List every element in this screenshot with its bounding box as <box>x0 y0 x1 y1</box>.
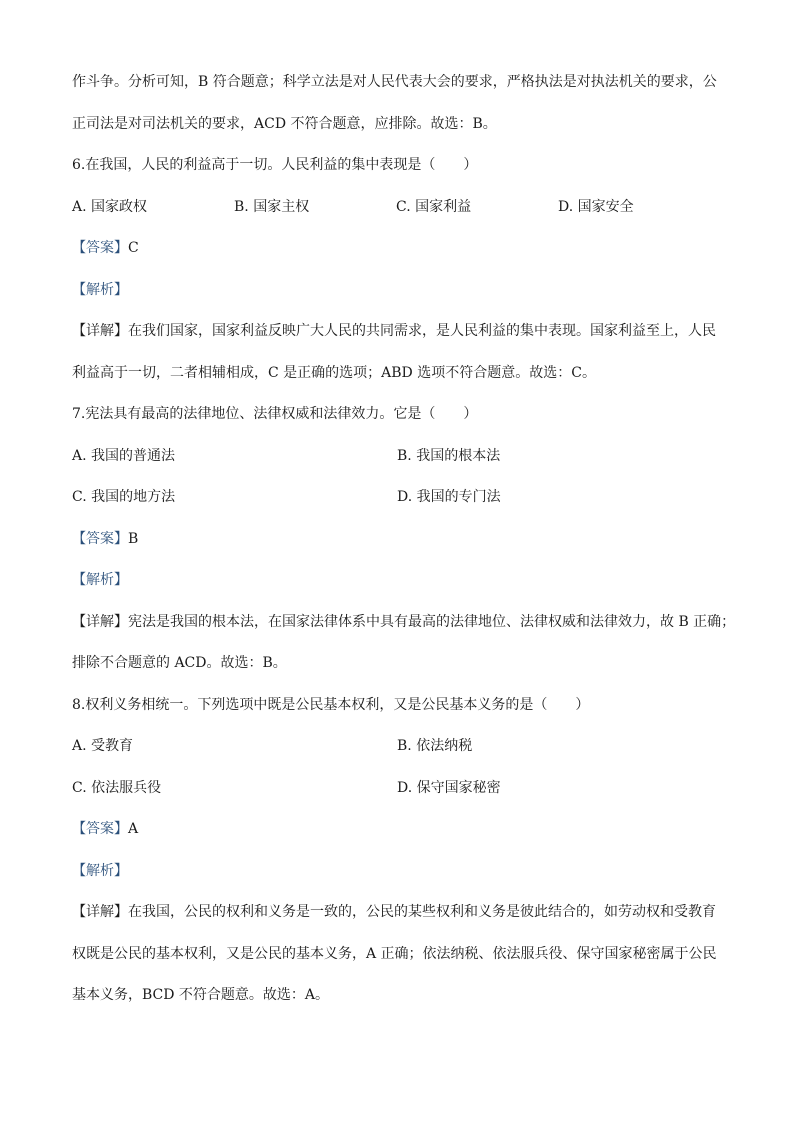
q8-options-row-1 <box>72 726 724 768</box>
q8-option-b: B. 依法纳税 <box>397 738 473 754</box>
q8-option-a: A. 受教育 <box>72 738 134 754</box>
q7-answer <box>72 519 724 561</box>
q8-option-c: C. 依法服兵役 <box>72 779 162 796</box>
q6-analysis <box>72 270 724 312</box>
q6-stem: 6.在我国，人民的利益高于一切。人民利益的集中表现是（ ） <box>72 157 478 173</box>
q8-detail-text-1: 在我国，公民的权利和义务是一致的，公民的某些权利和义务是彼此结合的，如劳动权和受教育 <box>128 904 716 920</box>
q6-answer <box>72 228 724 270</box>
q7-detail-tag: 【详解】 <box>72 613 128 630</box>
q7-detail-line-2: 排除不合题意的 ACD。故选：B。 <box>72 655 287 671</box>
q5-explanation-line-2: 正司法是对司法机关的要求，ACD 不符合题意，应排除。故选：B。 <box>72 115 497 132</box>
q6-option-b: B. 国家主权 <box>234 198 310 215</box>
q6-option-a: A. 国家政权 <box>72 198 148 215</box>
q7-analysis-tag: 【解析】 <box>72 572 128 588</box>
q8-stem: 8.权利义务相统一。下列选项中既是公民基本权利，又是公民基本义务的是（ ） <box>72 696 590 713</box>
q7-detail-text-1: 宪法是我国的根本法，在国家法律体系中具有最高的法律地位、法律权威和法律效力，故 B 正确； <box>128 613 736 630</box>
q8-answer-value: A <box>128 821 139 837</box>
q7-option-c: C. 我国的地方法 <box>72 489 176 505</box>
q7-analysis <box>72 560 724 602</box>
q8-options-row-2 <box>72 768 724 810</box>
q7-detail-line-1 <box>72 602 736 644</box>
q6-answer-value: C <box>128 240 139 256</box>
q6-detail-tag: 【详解】 <box>72 323 128 339</box>
q7-options-row-2 <box>72 477 724 519</box>
q7-option-a: A. 我国的普通法 <box>72 447 176 464</box>
q5-explanation-line-1: 作斗争。分析可知，B 符合题意；科学立法是对人民代表大会的要求，严格执法是对执法机关的要求，公 <box>72 74 717 90</box>
q8-detail-line-2: 权既是公民的基本权利，又是公民的基本义务，A 正确；依法纳税、依法服兵役、保守国家秘密属于公民 <box>72 945 717 962</box>
q7-options-row-1 <box>72 436 724 478</box>
q8-detail-tag: 【详解】 <box>72 904 128 920</box>
q8-detail-line-3: 基本义务，BCD 不符合题意。故选：A。 <box>72 987 330 1003</box>
q8-option-d: D. 保守国家秘密 <box>397 779 501 796</box>
q8-analysis <box>72 851 724 893</box>
q8-answer <box>72 809 724 851</box>
q6-option-d: D. 国家安全 <box>558 198 634 215</box>
q8-analysis-tag: 【解析】 <box>72 862 128 879</box>
q7-option-b: B. 我国的根本法 <box>397 447 501 464</box>
q6-detail-line-2: 利益高于一切，二者相辅相成，C 是正确的选项；ABD 选项不符合题意。故选：C。 <box>72 364 596 381</box>
document-page <box>72 62 736 1017</box>
q6-options <box>72 187 724 229</box>
q7-option-d: D. 我国的专门法 <box>397 489 501 505</box>
q6-analysis-tag: 【解析】 <box>72 281 128 298</box>
q6-option-c: C. 国家利益 <box>396 198 472 215</box>
q7-answer-tag: 【答案】 <box>72 530 128 547</box>
q6-detail-line-1 <box>72 311 724 353</box>
q6-detail-text-1: 在我们国家，国家利益反映广大人民的共同需求，是人民利益的集中表现。国家利益至上，人民 <box>128 323 716 339</box>
q8-answer-tag: 【答案】 <box>72 821 128 837</box>
q7-answer-value: B <box>128 530 139 547</box>
q8-detail-line-1 <box>72 892 724 934</box>
q6-answer-tag: 【答案】 <box>72 240 128 256</box>
q7-stem: 7.宪法具有最高的法律地位、法律权威和法律效力。它是（ ） <box>72 406 478 422</box>
